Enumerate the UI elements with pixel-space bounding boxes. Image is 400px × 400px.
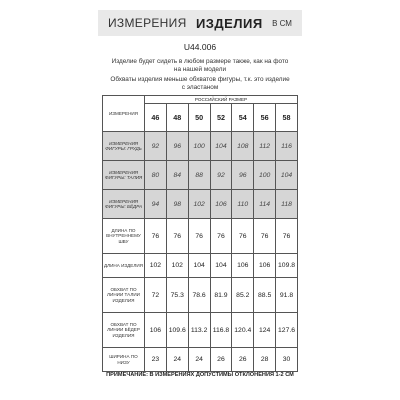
table-cell: 109.6 bbox=[166, 313, 188, 348]
table-cell: 92 bbox=[210, 161, 232, 190]
table-cell: 104 bbox=[210, 254, 232, 278]
table-cell: 24 bbox=[166, 348, 188, 372]
corner-label: ИЗМЕРЕНИЯ bbox=[103, 96, 145, 132]
row-label: ШИРИНА ПО НИЗУ bbox=[103, 348, 145, 372]
table-cell: 81.9 bbox=[210, 278, 232, 313]
table-cell: 88 bbox=[188, 161, 210, 190]
table-cell: 100 bbox=[254, 161, 276, 190]
table-cell: 76 bbox=[232, 219, 254, 254]
table-cell: 76 bbox=[210, 219, 232, 254]
row-label: ИЗМЕРЕНИЯ ФИГУРЫ: БЁДРА bbox=[103, 190, 145, 219]
table-cell: 85.2 bbox=[232, 278, 254, 313]
table-cell: 23 bbox=[145, 348, 167, 372]
size-header-cell: 54 bbox=[232, 104, 254, 132]
size-header-cell: 50 bbox=[188, 104, 210, 132]
table-cell: 106 bbox=[232, 254, 254, 278]
article-number: U44.006 bbox=[183, 42, 217, 52]
table-row bbox=[103, 161, 298, 190]
table-cell: 24 bbox=[188, 348, 210, 372]
table-cell: 92 bbox=[145, 132, 167, 161]
group-header: РОССИЙСКИЙ РАЗМЕР bbox=[145, 96, 298, 104]
table-cell: 26 bbox=[232, 348, 254, 372]
table-cell: 120.4 bbox=[232, 313, 254, 348]
size-header-cell: 52 bbox=[210, 104, 232, 132]
table-cell: 91.8 bbox=[276, 278, 298, 313]
size-header-cell: 56 bbox=[254, 104, 276, 132]
row-label: ОБХВАТ ПО ЛИНИИ БЁДЕР ИЗДЕЛИЯ bbox=[103, 313, 145, 348]
title-middle: ИЗДЕЛИЯ bbox=[195, 15, 263, 31]
table-cell: 76 bbox=[254, 219, 276, 254]
size-table bbox=[102, 95, 298, 372]
elastane-note: Обхваты изделия меньше обхватов фигуры, т.к. это изделие с эластаном bbox=[110, 76, 290, 91]
row-label: ИЗМЕРЕНИЯ ФИГУРЫ: ГРУДЬ bbox=[103, 132, 145, 161]
title-units: В СМ bbox=[272, 18, 292, 28]
size-header-cell: 48 bbox=[166, 104, 188, 132]
table-cell: 96 bbox=[232, 161, 254, 190]
table-cell: 72 bbox=[145, 278, 167, 313]
table-cell: 76 bbox=[145, 219, 167, 254]
table-cell: 30 bbox=[276, 348, 298, 372]
table-row bbox=[103, 348, 298, 372]
footer-note: ПРИМЕЧАНИЕ: В ИЗМЕРЕНИЯХ ДОПУСТИМЫ ОТКЛОНЕНИЯ 1-2 СМ bbox=[106, 372, 294, 378]
table-cell: 76 bbox=[188, 219, 210, 254]
table-cell: 118 bbox=[276, 190, 298, 219]
size-header-cell: 46 bbox=[145, 104, 167, 132]
title-bar bbox=[98, 10, 302, 36]
table-cell: 102 bbox=[145, 254, 167, 278]
table-row bbox=[103, 278, 298, 313]
table-row bbox=[103, 190, 298, 219]
table-cell: 106 bbox=[254, 254, 276, 278]
table-cell: 109.8 bbox=[276, 254, 298, 278]
table-cell: 76 bbox=[166, 219, 188, 254]
table-cell: 106 bbox=[145, 313, 167, 348]
table-cell: 112 bbox=[254, 132, 276, 161]
table-cell: 98 bbox=[166, 190, 188, 219]
table-cell: 104 bbox=[188, 254, 210, 278]
fit-note: Изделие будет сидеть в любом размере также, как на фото на нашей модели bbox=[111, 58, 289, 73]
table-cell: 127.6 bbox=[276, 313, 298, 348]
table-cell: 28 bbox=[254, 348, 276, 372]
table-row bbox=[103, 132, 298, 161]
row-label: ИЗМЕРЕНИЯ ФИГУРЫ: ТАЛИЯ bbox=[103, 161, 145, 190]
table-cell: 84 bbox=[166, 161, 188, 190]
row-label: ОБХВАТ ПО ЛИНИИ ТАЛИИ ИЗДЕЛИЯ bbox=[103, 278, 145, 313]
table-cell: 80 bbox=[145, 161, 167, 190]
table-row bbox=[103, 254, 298, 278]
table-cell: 94 bbox=[145, 190, 167, 219]
row-label: ДЛИНА ПО ВНУТРЕННЕМУ ШВУ bbox=[103, 219, 145, 254]
table-cell: 96 bbox=[166, 132, 188, 161]
table-cell: 124 bbox=[254, 313, 276, 348]
table-cell: 116 bbox=[276, 132, 298, 161]
table-cell: 110 bbox=[232, 190, 254, 219]
table-cell: 113.2 bbox=[188, 313, 210, 348]
table-cell: 75.3 bbox=[166, 278, 188, 313]
table-cell: 100 bbox=[188, 132, 210, 161]
table-cell: 78.6 bbox=[188, 278, 210, 313]
size-header-cell: 58 bbox=[276, 104, 298, 132]
table-cell: 26 bbox=[210, 348, 232, 372]
table-cell: 114 bbox=[254, 190, 276, 219]
table-cell: 88.5 bbox=[254, 278, 276, 313]
table-cell: 106 bbox=[210, 190, 232, 219]
table-row bbox=[103, 219, 298, 254]
table-cell: 102 bbox=[166, 254, 188, 278]
table-cell: 116.8 bbox=[210, 313, 232, 348]
table-cell: 104 bbox=[210, 132, 232, 161]
title-left: ИЗМЕРЕНИЯ bbox=[108, 16, 187, 30]
table-cell: 108 bbox=[232, 132, 254, 161]
row-label: ДЛИНА ИЗДЕЛИЯ bbox=[103, 254, 145, 278]
table-cell: 76 bbox=[276, 219, 298, 254]
table-cell: 104 bbox=[276, 161, 298, 190]
table-cell: 102 bbox=[188, 190, 210, 219]
table-row bbox=[103, 313, 298, 348]
